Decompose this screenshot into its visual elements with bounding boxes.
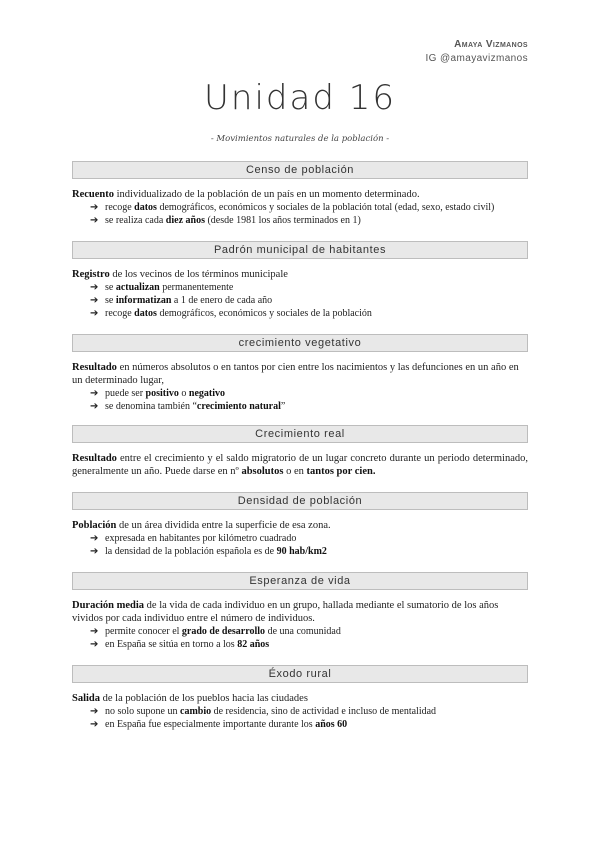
notes-content (72, 161, 528, 731)
section-esperanza-vida (72, 572, 528, 651)
arrow-icon: ➔ (90, 401, 99, 412)
section-header: Densidad de población (72, 492, 528, 510)
term: Salida (72, 693, 101, 704)
section-header: Padrón municipal de habitantes (72, 241, 528, 259)
list-item: ➔ recoge datos demográficos, económicos y sociales de la población (90, 308, 372, 319)
term: Resultado (72, 362, 117, 373)
definition: Salida de la población de los pueblos hacia las ciudades (72, 693, 308, 704)
list-item: ➔ la densidad de la población española es de 90 hab/km2 (90, 546, 327, 557)
arrow-icon: ➔ (90, 308, 99, 319)
section-header: Esperanza de vida (72, 572, 528, 590)
list-item: ➔ recoge datos demográficos, económicos y sociales de la población total (edad, sexo, estado civil) (90, 202, 495, 213)
section-exodo-rural (72, 665, 528, 731)
list-item: ➔ se actualizan permanentemente (90, 282, 234, 293)
page-title: Unidad 16 (204, 78, 396, 118)
arrow-icon: ➔ (90, 706, 99, 717)
author-block (425, 38, 528, 66)
definition: Duración media de la vida de cada individuo en un grupo, hallada mediante el sumatorio de los años vividos por cada individuo entre el número de individuos. (72, 600, 499, 624)
bullet-list (72, 532, 528, 558)
arrow-icon: ➔ (90, 295, 99, 306)
list-item: ➔ se informatizan a 1 de enero de cada año (90, 295, 273, 306)
list-item: ➔ permite conocer el grado de desarrollo de una comunidad (90, 626, 341, 637)
section-censo (72, 161, 528, 227)
list-item: ➔ en España fue especialmente importante durante los años 60 (90, 719, 348, 730)
section-header: Éxodo rural (72, 665, 528, 683)
definition: Resultado en números absolutos o en tantos por cien entre los nacimientos y las defunciones en un año en un determinado lugar, (72, 362, 519, 386)
arrow-icon: ➔ (90, 639, 99, 650)
arrow-icon: ➔ (90, 215, 99, 226)
arrow-icon: ➔ (90, 546, 99, 557)
bullet-list (72, 705, 528, 731)
section-densidad (72, 492, 528, 558)
section-header: Censo de población (72, 161, 528, 179)
section-crecimiento-vegetativo (72, 334, 528, 413)
author-handle: IG @amayavizmanos (425, 53, 528, 64)
list-item: ➔ se realiza cada diez años (desde 1981 los años terminados en 1) (90, 215, 361, 226)
arrow-icon: ➔ (90, 533, 99, 544)
list-item: ➔ en España se sitúa en torno a los 82 años (90, 639, 270, 650)
arrow-icon: ➔ (90, 282, 99, 293)
list-item: ➔ no solo supone un cambio de residencia, sino de actividad e incluso de mentalidad (90, 706, 437, 717)
definition: Población de un área dividida entre la superficie de esa zona. (72, 520, 331, 531)
bullet-list (72, 201, 528, 227)
bullet-list (72, 387, 528, 413)
definition: Recuento individualizado de la población de un país en un momento determinado. (72, 189, 420, 200)
arrow-icon: ➔ (90, 719, 99, 730)
term: Registro (72, 269, 110, 280)
arrow-icon: ➔ (90, 626, 99, 637)
section-header: crecimiento vegetativo (72, 334, 528, 352)
section-padron (72, 241, 528, 320)
definition: Registro de los vecinos de los términos municipale (72, 269, 288, 280)
term: Duración media (72, 600, 145, 611)
arrow-icon: ➔ (90, 202, 99, 213)
page-subtitle: - Movimientos naturales de la población - (210, 134, 390, 144)
section-header: Crecimiento real (72, 425, 528, 443)
list-item: ➔ se denomina también “crecimiento natural” (90, 401, 286, 412)
list-item: ➔ puede ser positivo o negativo (90, 388, 225, 399)
term: Resultado (72, 453, 117, 464)
arrow-icon: ➔ (90, 388, 99, 399)
section-crecimiento-real (72, 425, 528, 478)
author-name: Amaya Vizmanos (454, 39, 528, 50)
bullet-list (72, 281, 528, 320)
list-item: ➔ expresada en habitantes por kilómetro cuadrado (90, 533, 297, 544)
bullet-list (72, 625, 528, 651)
definition: Resultado entre el crecimiento y el saldo migratorio de un lugar concreto durante un periodo determinado, generalmente un año. Puede darse en nº absolutos o en tantos por cien. (72, 453, 528, 477)
term: Recuento (72, 189, 114, 200)
term: Población (72, 520, 117, 531)
